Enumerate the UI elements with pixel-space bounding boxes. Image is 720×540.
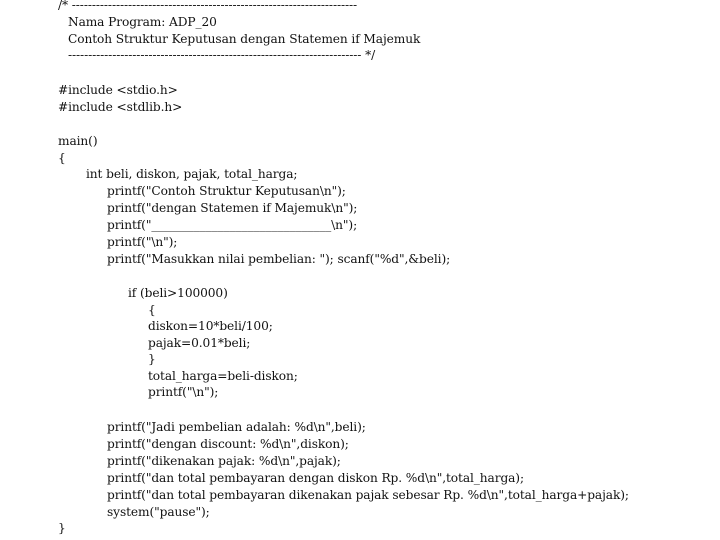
printf-newline-1: printf("\n"); [107, 235, 178, 249]
pajak-assignment: pajak=0.01*beli; [148, 336, 251, 350]
if-condition: if (beli>100000) [128, 286, 228, 300]
main-open-brace: { [58, 151, 66, 165]
total-harga-assignment: total_harga=beli-diskon; [148, 369, 298, 383]
printf-total-pajak: printf("dan total pembayaran dikenakan pajak sebesar Rp. %d\n",total_harga+pajak); [107, 488, 629, 502]
main-close-brace: } [58, 521, 66, 535]
printf-total-diskon: printf("dan total pembayaran dengan diskon Rp. %d\n",total_harga); [107, 471, 524, 485]
printf-title: printf("Contoh Struktur Keputusan\n"); [107, 184, 346, 198]
diskon-assignment: diskon=10*beli/100; [148, 319, 273, 333]
printf-input-prompt: printf("Masukkan nilai pembelian: "); scanf("%d",&beli); [107, 252, 451, 266]
include-stdlib: #include <stdlib.h> [58, 100, 183, 114]
main-signature: main() [58, 134, 98, 148]
printf-separator: printf("______________________________\n"); [107, 218, 358, 232]
include-stdio: #include <stdio.h> [58, 83, 178, 97]
printf-pajak: printf("dikenakan pajak: %d\n",pajak); [107, 454, 341, 468]
printf-pembelian: printf("Jadi pembelian adalah: %d\n",beli); [107, 420, 366, 434]
system-pause: system("pause"); [107, 505, 210, 519]
comment-description: Contoh Struktur Keputusan dengan Statemen if Majemuk [68, 32, 421, 46]
comment-program-name: Nama Program: ADP_20 [68, 15, 217, 29]
printf-discount: printf("dengan discount: %d\n",diskon); [107, 437, 349, 451]
if-open-brace: { [148, 303, 156, 317]
comment-close-line: ------------------------------------------------------------------------- */ [68, 48, 376, 62]
printf-newline-2: printf("\n"); [148, 385, 219, 399]
if-close-brace: } [148, 352, 156, 366]
printf-subtitle: printf("dengan Statemen if Majemuk\n"); [107, 201, 358, 215]
comment-open-line: /* ----------------------------------------------------------------------- [58, 0, 358, 12]
variable-declaration: int beli, diskon, pajak, total_harga; [86, 167, 298, 181]
